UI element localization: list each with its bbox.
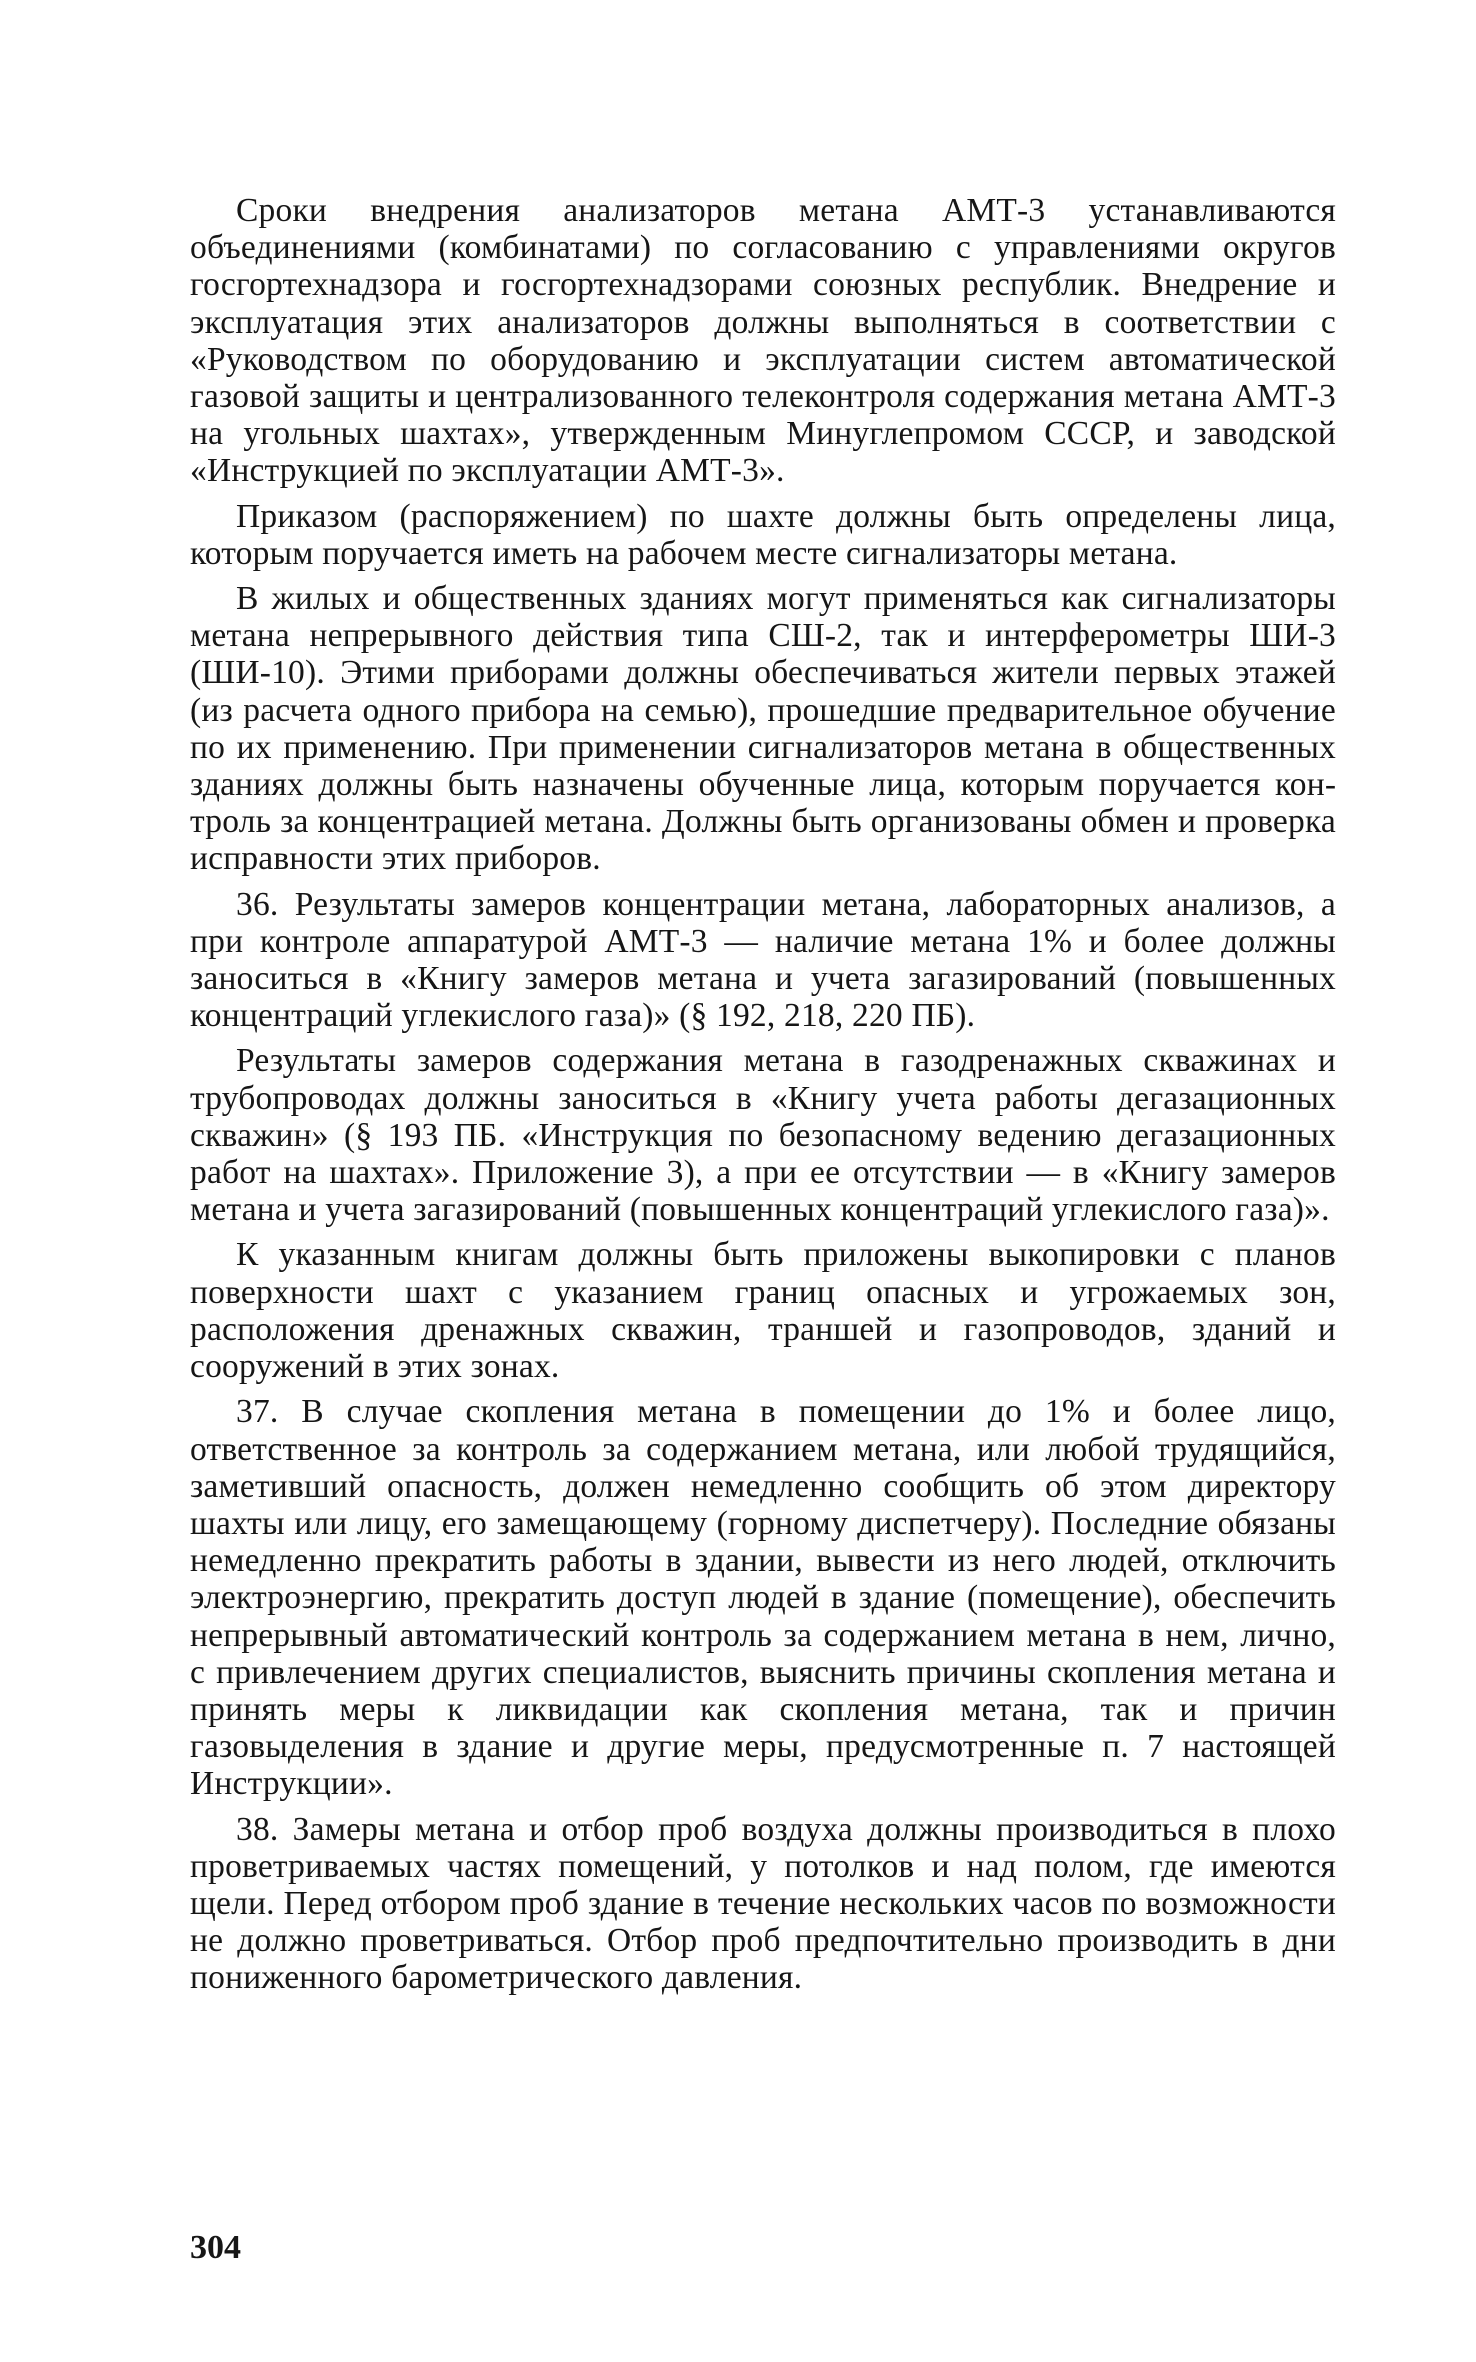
paragraph-section-37: 37. В случае скопления метана в помещении до 1% и более лицо, ответственное за контроль за содержанием метана, или любой трудящийся, заметивший опасность, должен немедленно сообщить об этом директору шахты или лицу, его замещающему (горному диспетчеру). Последние обязаны немедленно прекратить работы в здании, вывести из него людей, отключить электроэнергию, прекратить доступ людей в здание (помещение), обеспечить непрерывный автоматический контроль за содержанием метана в нем, лично, с привлечением других специалистов, выяснить причины скопления метана и принять меры к ликвидации как скопления метана, так и причин газовыделения в здание и другие меры, предусмотренные п. 7 настоящей Инструкции».	[190, 1393, 1336, 1803]
paragraph-section-36: 36. Результаты замеров концентрации метана, лабораторных анализов, а при контроле аппаратурой АМТ-3 — наличие метана 1% и более должны заноситься в «Книгу замеров метана и учета загазирований (повышенных концентраций углекислого газа)» (§ 192, 218, 220 ПБ).	[190, 885, 1336, 1035]
body-text	[190, 192, 1336, 2005]
paragraph-section-38: 38. Замеры метана и отбор проб воздуха должны производиться в плохо проветриваемых частях помещений, у потолков и над полом, где имеются щели. Перед отбором проб здание в течение нескольких часов по возможности не должно проветриваться. Отбор проб предпочтительно производить в дни пониженного барометрического давления.	[190, 1810, 1336, 1997]
paragraph-order-designation: Приказом (распоряжением) по шахте должны быть определены лица, которым поручается иметь на рабочем месте сигнализаторы метана.	[190, 497, 1336, 572]
paragraph-amt3-implementation: Сроки внедрения анализаторов метана АМТ-3 устанавливаются объединениями (комбинатами) по согласованию с управлениями округов госгортехнадзора и госгортехнадзорами союзных республик. Внедрение и эксплуатация этих анализаторов должны выполняться в соответствии с «Руководством по оборудованию и эксплуатации систем автоматической газовой защиты и централизованного телеконтроля содержания метана АМТ-3 на угольных шахтах», утвержденным Минуглепромом СССР, и заводской «Инструкцией по эксплуатации АМТ-3».	[190, 192, 1336, 490]
paragraph-residential-buildings: В жилых и общественных зданиях могут применяться как сигнализаторы метана непрерывного действия типа СШ-2, так и интерферометры ШИ-3 (ШИ-10). Этими приборами должны обеспечиваться жители первых этажей (из расчета одного прибора на семью), прошедшие предварительное обучение по их применению. При применении сигнализаторов метана в общественных зданиях должны быть назначены обученные лица, которым поручается контроль за концентрацией метана. Должны быть организованы обмен и проверка исправности этих приборов.	[190, 580, 1336, 878]
page-number: 304	[190, 2229, 241, 2266]
paragraph-map-copies: К указанным книгам должны быть приложены выкопировки с планов поверхности шахт с указанием границ опасных и угрожаемых зон, расположения дренажных скважин, траншей и газопроводов, зданий и сооружений в этих зонах.	[190, 1236, 1336, 1386]
paragraph-degassing-records: Результаты замеров содержания метана в газодренажных скважинах и трубопроводах должны заноситься в «Книгу учета работы дегазационных скважин» (§ 193 ПБ. «Инструкция по безопасному ведению дегазационных работ на шахтах». Приложение 3), а при ее отсутствии — в «Книгу замеров метана и учета загазирований (повышенных концентраций углекислого газа)».	[190, 1042, 1336, 1229]
